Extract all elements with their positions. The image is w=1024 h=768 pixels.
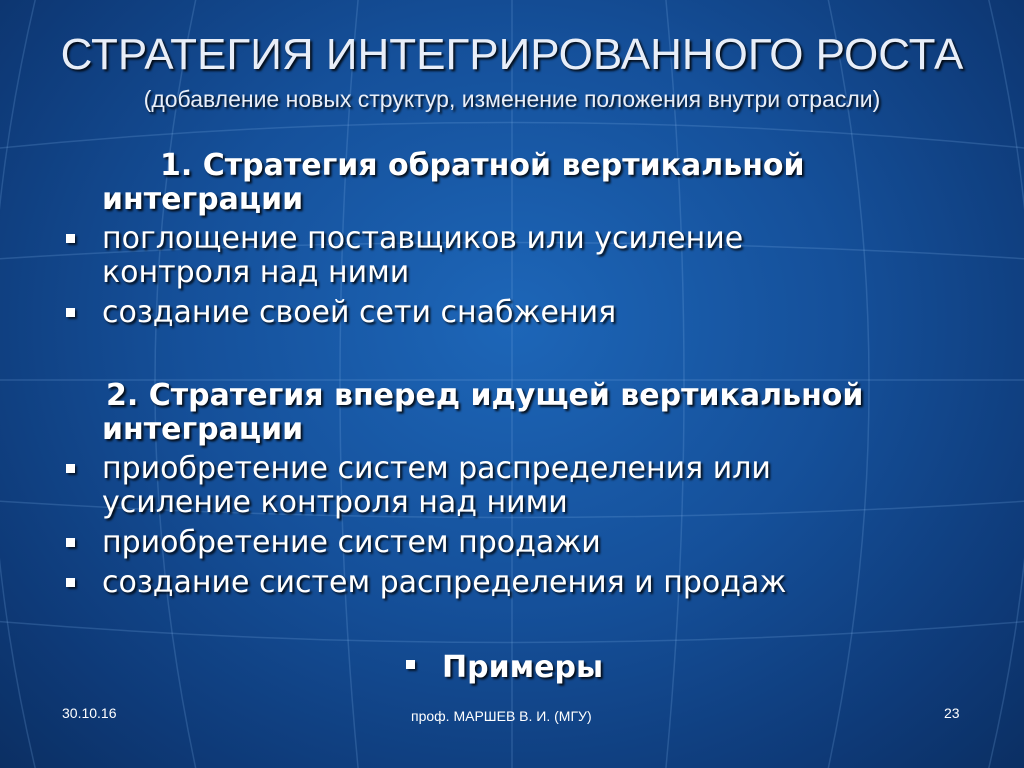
section-2-item-2: приобретение систем продажи — [102, 525, 601, 560]
bullet-icon — [66, 234, 75, 243]
footer-date: 30.10.16 — [62, 705, 117, 721]
bullet-icon — [66, 538, 75, 547]
section-2-item-3: создание систем распределения и продаж — [102, 565, 787, 600]
footer-author: проф. МАРШЕВ В. И. (МГУ) — [411, 708, 592, 724]
section-2-heading-line1: 2. Стратегия вперед идущей вертикальной — [106, 378, 864, 413]
bullet-icon — [66, 464, 75, 473]
section-2-heading-line2: интеграции — [102, 412, 304, 447]
bullet-icon — [66, 578, 75, 587]
section-2-item-1-line1: приобретение систем распределения или — [102, 451, 771, 486]
section-1-heading-line2: интеграции — [102, 182, 304, 217]
section-1-item-1-line1: поглощение поставщиков или усиление — [102, 221, 744, 256]
bullet-icon — [66, 308, 75, 317]
section-1-item-2: создание своей сети снабжения — [102, 295, 617, 330]
section-1-heading-line1: 1. Стратегия обратной вертикальной — [160, 148, 805, 183]
footer-page-number: 23 — [944, 705, 960, 721]
examples-label: Примеры — [442, 650, 604, 685]
slide-title: СТРАТЕГИЯ ИНТЕГРИРОВАННОГО РОСТА — [60, 30, 964, 79]
section-2-item-1-line2: усиление контроля над ними — [102, 485, 568, 520]
slide-subtitle: (добавление новых структур, изменение положения внутри отрасли) — [143, 86, 881, 112]
bullet-icon — [406, 660, 415, 669]
section-1-item-1-line2: контроля над ними — [102, 255, 410, 290]
